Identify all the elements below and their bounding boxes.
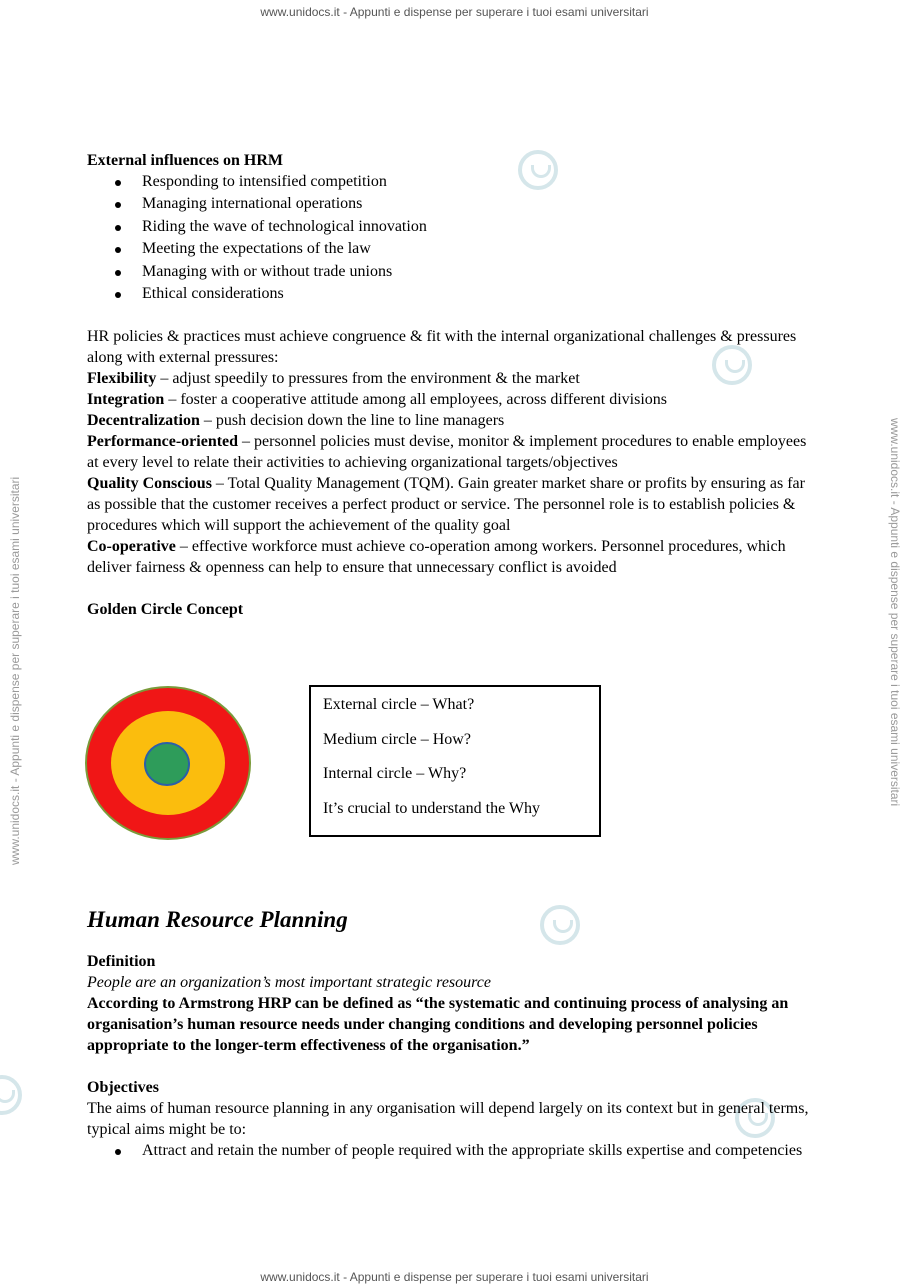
definition-heading: Definition — [87, 953, 156, 970]
policy-term: Quality Conscious — [87, 475, 212, 493]
policy-term: Co-operative — [87, 538, 176, 556]
list-item: Attract and retain the number of people required with the appropriate skills expertise and competencies — [87, 1140, 817, 1161]
policy-term: Decentralization — [87, 412, 200, 430]
policy-item — [87, 473, 817, 536]
policy-item — [87, 536, 817, 578]
legend-line-external: External circle – What? — [323, 696, 475, 713]
legend-line-internal: Internal circle – Why? — [323, 765, 467, 782]
watermark-logo-icon — [0, 1075, 22, 1115]
policy-term: Integration — [87, 391, 165, 409]
policy-text: – adjust speedily to pressures from the environment & the market — [156, 370, 580, 388]
policy-term: Flexibility — [87, 370, 157, 388]
policy-item — [87, 368, 817, 389]
list-item: Responding to intensified competition — [87, 171, 817, 193]
watermark-side-left: www.unidocs.it - Appunti e dispense per superare i tuoi esami universitari — [8, 476, 22, 865]
objectives-text: The aims of human resource planning in any organisation will depend largely on its context but in general terms, typical aims might be to: — [87, 1100, 809, 1138]
policy-item — [87, 389, 817, 410]
definition-text: According to Armstrong HRP can be defined as “the systematic and continuing process of analysing an organisation’s human resource needs under changing conditions and developing personnel policies appropriate to the longer-term effectiveness of the organisation.” — [87, 995, 789, 1054]
policy-text: – Total Quality Management (TQM). Gain greater market share or profits by ensuring as far as possible that the customer receives a perfect product or service. The personnel role is to establish policies & procedures which will support the achievement of the quality goal — [87, 475, 805, 535]
definition-italic: People are an organization’s most important strategic resource — [87, 974, 491, 991]
golden-circle-legend-box — [309, 685, 601, 837]
policies-intro: HR policies & practices must achieve congruence & fit with the internal organizational challenges & pressures along with external pressures: — [87, 328, 797, 367]
list-item: Ethical considerations — [87, 283, 817, 305]
list-item: Meeting the expectations of the law — [87, 238, 817, 260]
inner-circle — [145, 743, 189, 785]
policy-text: – personnel policies must devise, monitor & implement procedures to enable employees at every level to relate their activities to achieving organizational targets/objectives — [87, 433, 807, 472]
policies-section — [87, 326, 817, 578]
hrp-section — [87, 906, 817, 1161]
watermark-footer: www.unidocs.it - Appunti e dispense per superare i tuoi esami universitari — [260, 1270, 649, 1284]
policy-text: – foster a cooperative attitude among all employees, across different divisions — [164, 391, 667, 409]
policy-item — [87, 431, 817, 473]
watermark-side-right: www.unidocs.it - Appunti e dispense per superare i tuoi esami universitari — [888, 418, 902, 807]
objectives-heading: Objectives — [87, 1079, 159, 1096]
policy-term: Performance-oriented — [87, 433, 239, 451]
external-influences-heading: External influences on HRM — [87, 152, 283, 169]
section-title: Human Resource Planning — [87, 907, 348, 932]
golden-circle-diagram — [85, 686, 255, 842]
golden-circle-heading: Golden Circle Concept — [87, 601, 244, 619]
legend-line-why: It’s crucial to understand the Why — [323, 799, 540, 817]
policy-text: – effective workforce must achieve co-operation among workers. Personnel procedures, which deliver fairness & openness can help to ensure that unnecessary conflict is avoided — [87, 538, 786, 577]
objectives-list — [87, 1140, 817, 1161]
list-item: Riding the wave of technological innovation — [87, 216, 817, 238]
watermark-header: www.unidocs.it - Appunti e dispense per superare i tuoi esami universitari — [260, 5, 649, 19]
policy-item — [87, 410, 817, 431]
policy-text: – push decision down the line to line managers — [199, 412, 505, 430]
external-influences-list — [87, 171, 817, 305]
document-body — [87, 150, 817, 620]
list-item: Managing international operations — [87, 193, 817, 215]
legend-line-medium: Medium circle – How? — [323, 730, 471, 748]
list-item: Managing with or without trade unions — [87, 261, 817, 283]
